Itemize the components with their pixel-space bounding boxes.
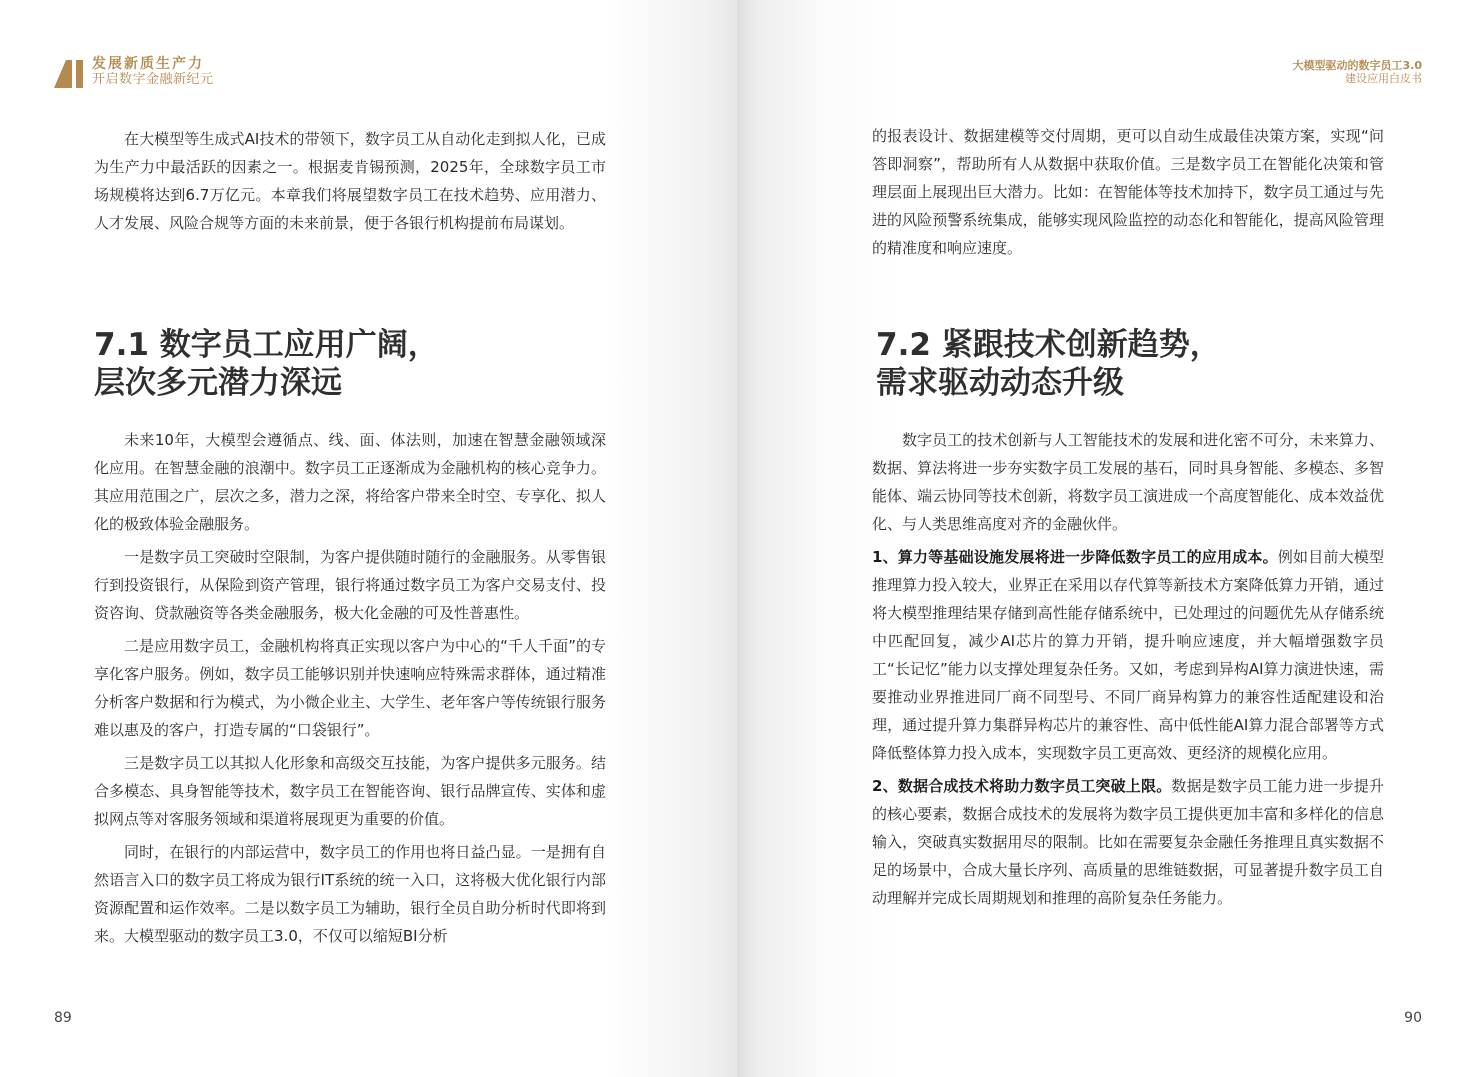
section-title-7-1 (94, 326, 439, 402)
header-right-line2: 建设应用白皮书 (1345, 72, 1422, 85)
right-body (872, 426, 1384, 917)
right-point-1-lead: 1、算力等基础设施发展将进一步降低数字员工的应用成本。 (872, 548, 1278, 566)
right-point-2-text: 数据是数字员工能力进一步提升的核心要素，数据合成技术的发展将为数字员工提供更加丰富和多样化的信息输入，突破真实数据用尽的限制。比如在需要复杂金融任务推理且真实数据不足的场景中，合成大量长序列、高质量的思维链数据，可显著提升数字员工自动理解并完成长周期规划和推理的高阶复杂任务能力。 (872, 777, 1384, 907)
page-number-right: 90 (1404, 1010, 1422, 1026)
right-point-1-text: 例如目前大模型推理算力投入较大，业界正在采用以存代算等新技术方案降低算力开销，通过将大模型推理结果存储到高性能存储系统中，已处理过的问题优先从存储系统中匹配回复，减少AI芯片的算力开销，提升响应速度，并大幅增强数字员工“长记忆”能力以支撑处理复杂任务。又如，考虑到异构AI算力演进快速，需要推动业界推进同厂商不同型号、不同厂商异构算力的兼容性适配建设和治理，通过提升算力集群异构芯片的兼容性、高中低性能AI算力混合部署等方式降低整体算力投入成本，实现数字员工更高效、更经济的规模化应用。 (872, 548, 1384, 762)
left-paragraph-1: 未来10年，大模型会遵循点、线、面、体法则，加速在智慧金融领域深化应用。在智慧金融的浪潮中。数字员工正逐渐成为金融机构的核心竞争力。其应用范围之广，层次之多，潜力之深，将给客户带来全时空、专享化、拟人化的极致体验金融服务。 (94, 431, 606, 533)
right-point-1 (872, 543, 1384, 767)
header-right-title (1293, 59, 1423, 85)
ai-logo-icon (54, 60, 90, 88)
left-paragraph-5: 同时，在银行的内部运营中，数字员工的作用也将日益凸显。一是拥有自然语言入口的数字员工将成为银行IT系统的统一入口，这将极大优化银行内部资源配置和运作效率。二是以数字员工为辅助，银行全员自助分析时代即将到来。大模型驱动的数字员工3.0，不仅可以缩短BI分析 (94, 843, 606, 945)
left-paragraph-4: 三是数字员工以其拟人化形象和高级交互技能，为客户提供多元服务。结合多模态、具身智能等技术，数字员工在智能咨询、银行品牌宣传、实体和虚拟网点等对客服务领域和渠道将展现更为重要的价值。 (94, 754, 606, 828)
right-continuation (872, 122, 1384, 267)
section-title-7-2 (876, 326, 1221, 402)
section-title-7-2-line2: 需求驱动动态升级 (876, 365, 1124, 401)
section-title-7-1-line2: 层次多元潜力深远 (94, 365, 342, 401)
header-left-line2: 开启数字金融新纪元 (92, 72, 214, 87)
header-left-line1: 发展新质生产力 (92, 56, 204, 72)
left-paragraph-2: 一是数字员工突破时空限制，为客户提供随时随行的金融服务。从零售银行到投资银行，从保险到资产管理，银行将通过数字员工为客户交易支付、投资咨询、贷款融资等各类金融服务，极大化金融的可及性普惠性。 (94, 548, 606, 622)
section-title-7-2-line1: 7.2 紧跟技术创新趋势， (876, 327, 1221, 363)
header-right-line1: 大模型驱动的数字员工3.0 (1292, 59, 1422, 72)
right-page (737, 0, 1474, 1077)
section-title-7-1-line1: 7.1 数字员工应用广阔， (94, 327, 439, 363)
right-intro-paragraph: 数字员工的技术创新与人工智能技术的发展和进化密不可分，未来算力、数据、算法将进一步夯实数字员工发展的基石，同时具身智能、多模态、多智能体、端云协同等技术创新，将数字员工演进成一个高度智能化、成本效益优化、与人类思维高度对齐的金融伙伴。 (872, 431, 1384, 533)
left-body (94, 426, 606, 955)
right-point-2 (872, 772, 1384, 912)
left-intro-paragraph: 在大模型等生成式AI技术的带领下，数字员工从自动化走到拟人化，已成为生产力中最活跃的因素之一。根据麦肯锡预测，2025年，全球数字员工市场规模将达到6.7万亿元。本章我们将展望数字员工在技术趋势、应用潜力、人才发展、风险合规等方面的未来前景，便于各银行机构提前布局谋划。 (94, 130, 606, 232)
left-paragraph-3: 二是应用数字员工，金融机构将真正实现以客户为中心的“千人千面”的专享化客户服务。例如，数字员工能够识别并快速响应特殊需求群体，通过精准分析客户数据和行为模式，为小微企业主、大学生、老年客户等传统银行服务难以惠及的客户，打造专属的“口袋银行”。 (94, 637, 606, 739)
header-left-title (92, 56, 214, 87)
left-intro (94, 125, 606, 242)
right-point-2-lead: 2、数据合成技术将助力数字员工突破上限。 (872, 777, 1172, 795)
page-number-left: 89 (54, 1010, 72, 1026)
right-continuation-paragraph: 的报表设计、数据建模等交付周期，更可以自动生成最佳决策方案，实现“问答即洞察”，帮助所有人从数据中获取价值。三是数字员工在智能化决策和管理层面上展现出巨大潜力。比如：在智能体等技术加持下，数字员工通过与先进的风险预警系统集成，能够实现风险监控的动态化和智能化，提高风险管理的精准度和响应速度。 (872, 127, 1384, 257)
